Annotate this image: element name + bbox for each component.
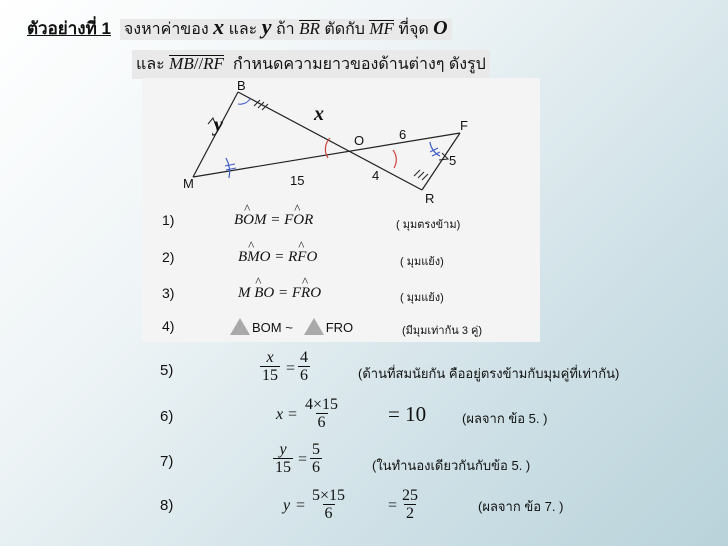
header-line-2 (132, 50, 490, 79)
figure-var-y: y (214, 114, 223, 136)
var-x: x (213, 14, 225, 39)
step-8-note: (ผลจาก ข้อ 7. ) (478, 499, 564, 514)
label-f: F (460, 118, 468, 133)
step-4-similarity: BOM ~ FRO (230, 318, 353, 335)
step-3-note: ( มุมแย้ง) (400, 292, 444, 304)
step-6-note: (ผลจาก ข้อ 5. ) (462, 411, 548, 426)
step-5-lhs-fraction: $\frac{x}{15}$ (262, 349, 278, 384)
label-r: R (425, 191, 435, 206)
step-2-note: ( มุมแย้ง) (400, 256, 444, 268)
step-4-note: (มีมุมเท่ากัน 3 คู่) (402, 325, 483, 337)
parallel-symbol: // (193, 54, 204, 73)
step-2-equation: B^ MO = R^ FO (238, 249, 317, 266)
step-5-number: 5) (160, 362, 174, 379)
length-fr: 5 (449, 153, 457, 168)
step-1-equation: B^ OM = F^ OR (234, 212, 313, 229)
point-o: O (433, 17, 448, 39)
figure-var-x: x (314, 103, 324, 125)
label-b: B (237, 78, 246, 93)
step-7-number: 7) (160, 453, 174, 470)
and-text: และ (228, 21, 258, 38)
step-4-number: 4) (162, 318, 175, 334)
segment-mb: MB (169, 54, 194, 73)
step-3-number: 3) (162, 285, 175, 301)
step-6-result: = 10 (388, 402, 427, 426)
step-8-equals-2: = (388, 497, 398, 514)
angle-mark-b (238, 99, 250, 104)
step-7-equals: = (298, 451, 308, 468)
length-of: 6 (399, 127, 407, 142)
label-o: O (354, 133, 365, 148)
step-7-rhs-fraction: $\frac{5}{6}$ (312, 441, 320, 476)
angle-ticks-r (414, 170, 428, 180)
triangle-icon (304, 318, 324, 335)
angle-ticks-m (225, 164, 236, 170)
step-5-equals: = (286, 360, 296, 377)
header-highlight-1 (120, 14, 452, 40)
step-6-equals: = (288, 406, 298, 423)
step-6-lhs: x (276, 406, 284, 423)
angle-mark-m (226, 158, 230, 178)
step-8-lhs: y (283, 497, 291, 514)
angle-mark-o-right (393, 150, 396, 168)
step-7-note: (ในทำนองเดียวกันกับข้อ 5. ) (372, 458, 531, 473)
example-title: ตัวอย่างที่ 1 (27, 19, 111, 38)
triangle-icon (230, 318, 250, 335)
and-text-2: และ (136, 56, 165, 73)
step-1-number: 1) (162, 212, 175, 228)
find-value-text: จงหาค่าของ (123, 21, 209, 38)
segment-mf: MF (369, 19, 394, 38)
triangle-figure (142, 78, 540, 342)
step-5-note: (ด้านที่สมนัยกัน คืออยู่ตรงข้ามกับมุมคู่ที่เท่ากัน) (358, 366, 620, 381)
step-6-number: 6) (160, 408, 174, 425)
step-6-rhs-fraction: $\frac{4\times 15}{6}$ (305, 396, 339, 431)
step-2-number: 2) (162, 249, 175, 265)
step-1-note: ( มุมตรงข้าม) (396, 219, 461, 231)
var-y: y (261, 14, 272, 39)
at-point-text: ที่จุด (398, 21, 429, 38)
given-text: กำหนดความยาวของด้านต่างๆ ดังรูป (232, 56, 486, 73)
cross-text: ตัดกับ (324, 21, 365, 38)
step-8-rhs-fraction: $\frac{5\times 15}{6}$ (312, 487, 346, 522)
step-3-equation: M ^ BO = F^ RO (238, 285, 321, 302)
header-line-1 (27, 14, 452, 42)
length-or: 4 (372, 168, 380, 183)
step-8-result-fraction: $\frac{25}{2}$ (402, 487, 418, 522)
figure-panel (142, 78, 540, 342)
step-8-number: 8) (160, 497, 174, 514)
segment-br: BR (299, 19, 320, 38)
segment-rf: RF (203, 54, 224, 73)
step-5-rhs-fraction: $\frac{4}{6}$ (300, 349, 308, 384)
label-m: M (183, 176, 194, 191)
if-text: ถ้า (275, 21, 295, 38)
length-mo: 15 (290, 173, 305, 188)
step-7-lhs-fraction: $\frac{y}{15}$ (275, 441, 291, 476)
step-8-equals: = (296, 497, 306, 514)
